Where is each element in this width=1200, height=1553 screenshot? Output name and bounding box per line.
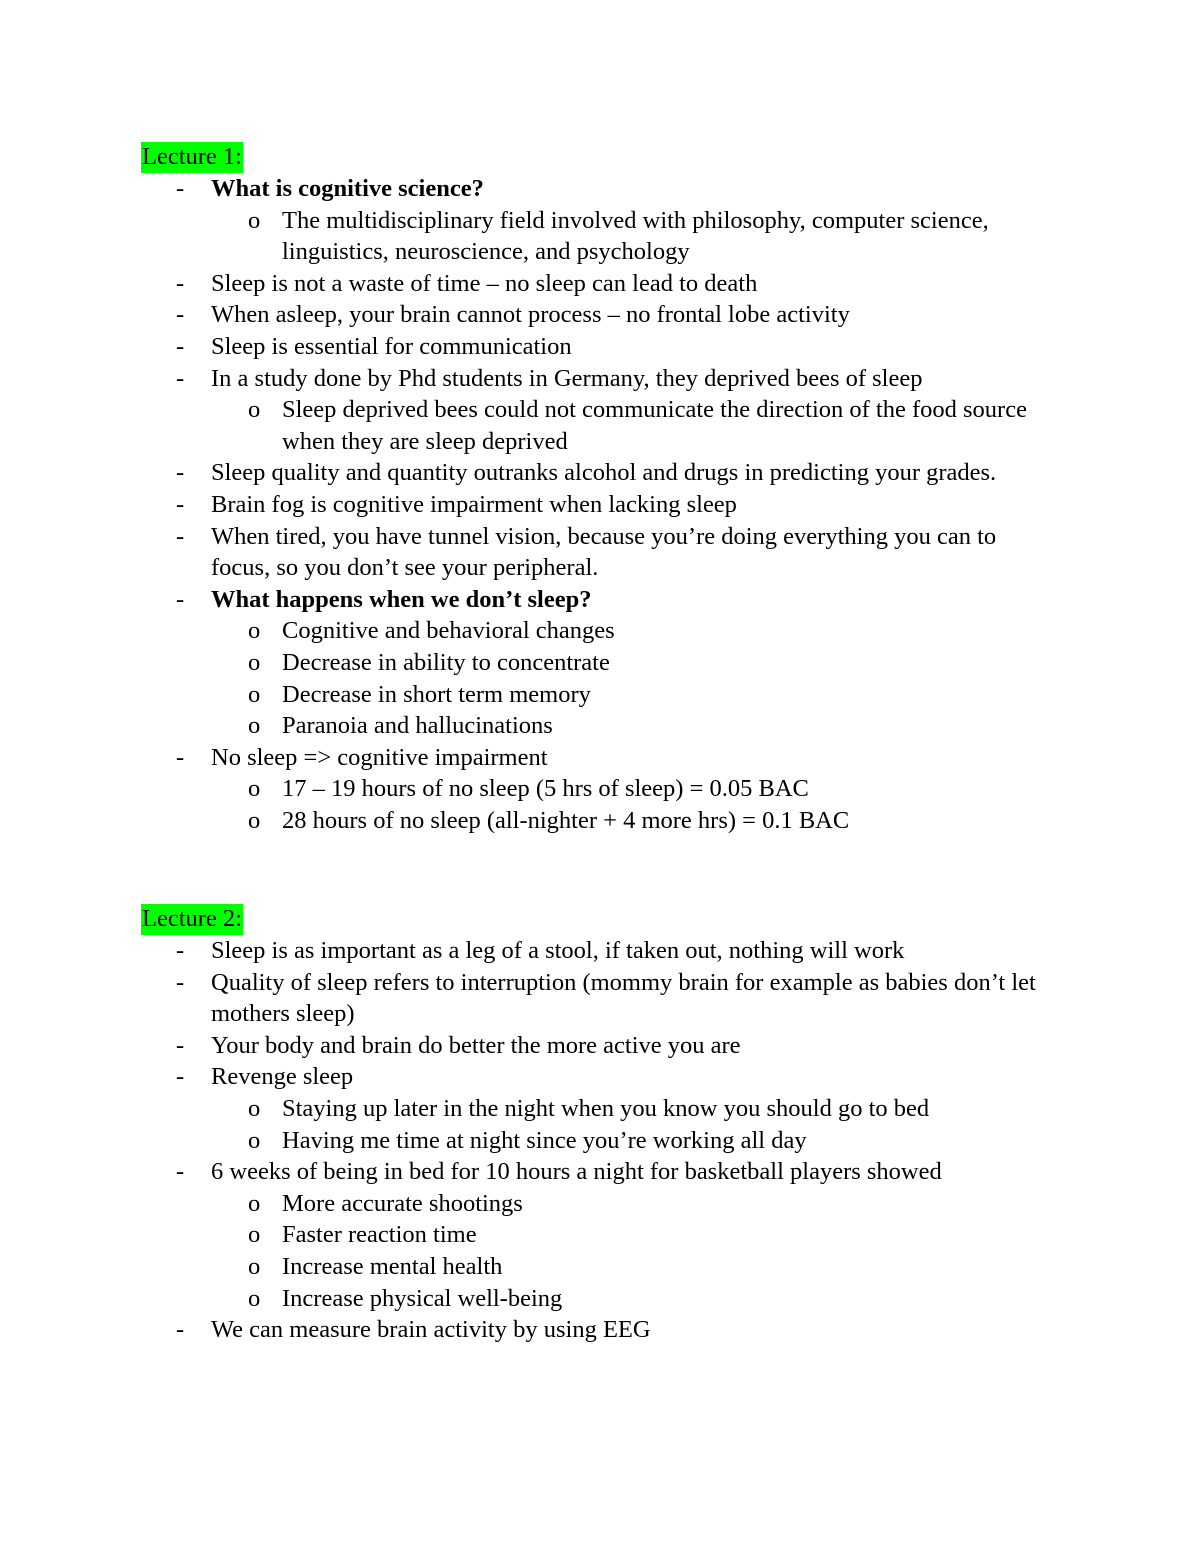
- sub-list: [211, 205, 1061, 268]
- sub-list: [211, 394, 1061, 457]
- lecture-2-list: [141, 935, 1061, 1346]
- list-item: - When asleep, your brain cannot process – no frontal lobe activity: [141, 299, 1061, 331]
- list-item: - We can measure brain activity by using EEG: [141, 1314, 1061, 1346]
- list-item-text: What happens when we don’t sleep?: [211, 585, 592, 613]
- sub-list-item: o Sleep deprived bees could not communicate the direction of the food source when they are sleep deprived: [211, 394, 1061, 457]
- list-item: - Sleep is essential for communication: [141, 331, 1061, 363]
- sub-list-item: o Increase mental health: [211, 1251, 1061, 1283]
- lecture-2-section: [141, 904, 1061, 1346]
- sub-list-item: o 17 – 19 hours of no sleep (5 hrs of sleep) = 0.05 BAC: [211, 773, 1061, 805]
- list-item: - Sleep is as important as a leg of a stool, if taken out, nothing will work: [141, 935, 1061, 967]
- list-item: - Sleep quality and quantity outranks alcohol and drugs in predicting your grades.: [141, 457, 1061, 489]
- sub-list: [211, 615, 1061, 741]
- sub-list-item: o 28 hours of no sleep (all-nighter + 4 more hrs) = 0.1 BAC: [211, 805, 1061, 837]
- list-item-text: In a study done by Phd students in Germany, they deprived bees of sleep: [211, 364, 923, 392]
- sub-list-item: o Increase physical well-being: [211, 1283, 1061, 1315]
- sub-list-item: o The multidisciplinary field involved with philosophy, computer science, linguistics, neuroscience, and psychology: [211, 205, 1061, 268]
- list-item: [141, 742, 1061, 837]
- list-item-text: No sleep => cognitive impairment: [211, 743, 548, 771]
- sub-list-item: o Staying up later in the night when you know you should go to bed: [211, 1093, 1061, 1125]
- list-item: [141, 584, 1061, 742]
- sub-list-item: o Cognitive and behavioral changes: [211, 615, 1061, 647]
- sub-list-item: o Decrease in short term memory: [211, 679, 1061, 711]
- list-item-text: 6 weeks of being in bed for 10 hours a night for basketball players showed: [211, 1158, 942, 1186]
- sub-list: [211, 773, 1061, 836]
- sub-list-item: o Paranoia and hallucinations: [211, 710, 1061, 742]
- sub-list-item: o Faster reaction time: [211, 1219, 1061, 1251]
- sub-list-item: o Decrease in ability to concentrate: [211, 647, 1061, 679]
- list-item: - When tired, you have tunnel vision, because you’re doing everything you can to focus, so you don’t see your peripheral.: [141, 521, 1061, 584]
- list-item: [141, 1061, 1061, 1156]
- list-item-text: What is cognitive science?: [211, 175, 484, 202]
- lecture-1-heading: Lecture 1:: [141, 142, 243, 173]
- lecture-1-section: [141, 142, 1061, 836]
- sub-list-item: o Having me time at night since you’re working all day: [211, 1125, 1061, 1157]
- list-item: [141, 363, 1061, 458]
- list-item: - Brain fog is cognitive impairment when lacking sleep: [141, 489, 1061, 521]
- sub-list-item: o More accurate shootings: [211, 1188, 1061, 1220]
- list-item: - Quality of sleep refers to interruption (mommy brain for example as babies don’t let mothers sleep): [141, 967, 1061, 1030]
- list-item: [141, 1156, 1061, 1314]
- list-item: - Sleep is not a waste of time – no sleep can lead to death: [141, 268, 1061, 300]
- list-item: - Your body and brain do better the more active you are: [141, 1030, 1061, 1062]
- sub-list: [211, 1188, 1061, 1314]
- list-item: [141, 173, 1061, 268]
- lecture-1-list: [141, 173, 1061, 836]
- list-item-text: Revenge sleep: [211, 1063, 354, 1091]
- sub-list: [211, 1093, 1061, 1156]
- lecture-2-heading: Lecture 2:: [141, 904, 243, 935]
